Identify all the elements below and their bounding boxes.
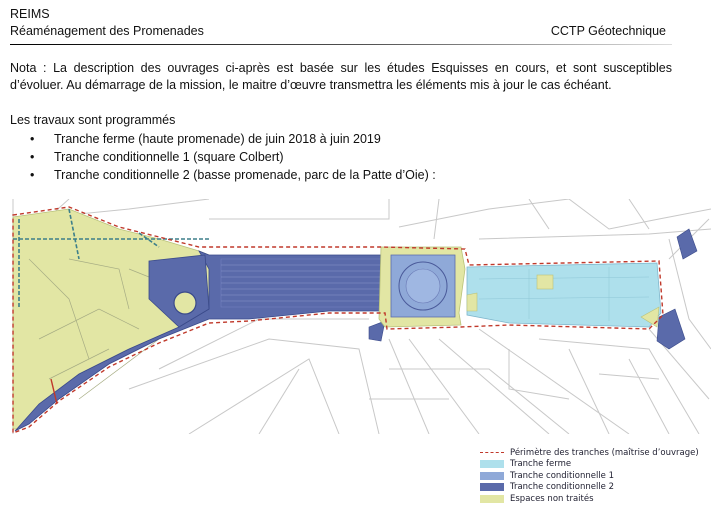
- legend-label: Espaces non traités: [510, 493, 594, 504]
- zone-tranche-ferme: [467, 263, 661, 327]
- header-city: REIMS: [10, 7, 50, 21]
- list-item-text: Tranche conditionnelle 1 (square Colbert): [54, 150, 284, 164]
- bullet-icon: •: [30, 132, 35, 146]
- note-paragraph: Nota : La description des ouvrages ci-après est basée sur les études Esquisses en cours, et sont susceptibles d’évoluer. Au démarrage de la mission, le maitre d’œuvre transmettra les éléments mis à jour le cas échéant.: [10, 61, 672, 92]
- bullet-icon: •: [30, 150, 35, 164]
- list-item-text: Tranche conditionnelle 2 (basse promenade, parc de la Patte d’Oie) :: [54, 168, 436, 182]
- legend-item-espaces-non-traites: [480, 493, 710, 504]
- header-document-type: CCTP Géotechnique: [550, 24, 666, 38]
- bullet-icon: •: [30, 168, 35, 182]
- list-item-tranche-conditionnelle-1: [30, 148, 436, 166]
- legend-swatch: [480, 452, 504, 453]
- legend-label: Tranche conditionnelle 1: [510, 470, 615, 481]
- legend-swatch: [480, 495, 504, 503]
- legend-swatch: [480, 460, 504, 468]
- header-project-title: Réaménagement des Promenades: [10, 24, 204, 38]
- legend-item-tranche-ferme: [480, 459, 710, 470]
- list-item-text: Tranche ferme (haute promenade) de juin 2018 à juin 2019: [54, 132, 381, 146]
- list-item-tranche-conditionnelle-2: [30, 166, 436, 184]
- legend-swatch: [480, 483, 504, 491]
- tranche-list: [30, 130, 436, 184]
- page-header: [10, 6, 666, 40]
- legend-label: Tranche conditionnelle 2: [510, 482, 615, 492]
- map-legend: [480, 447, 710, 505]
- legend-label: Tranche ferme: [510, 459, 572, 469]
- works-heading: Les travaux sont programmés: [10, 113, 176, 127]
- legend-label: Périmètre des tranches (maîtrise d’ouvrage): [510, 447, 699, 458]
- legend-item-tranche-conditionnelle-1: [480, 470, 710, 481]
- site-plan-map: [9, 199, 711, 434]
- legend-item-perimetre: [480, 447, 710, 458]
- list-item-tranche-ferme: [30, 130, 436, 148]
- header-divider: [10, 44, 672, 45]
- legend-item-tranche-conditionnelle-2: [480, 482, 710, 493]
- legend-swatch: [480, 472, 504, 480]
